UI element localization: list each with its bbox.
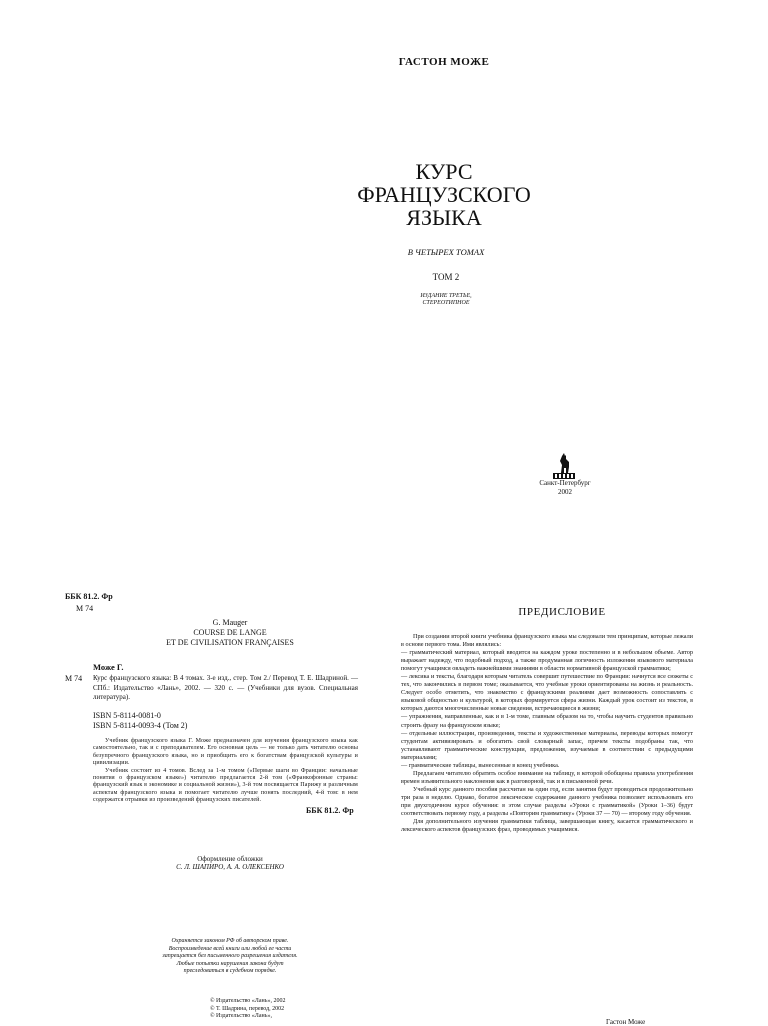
cover-design-credit: [110, 855, 350, 871]
french-original-title: [100, 618, 360, 648]
copyright-notice: [110, 938, 350, 976]
volume-number: ТОМ 2: [432, 272, 460, 282]
preface-signature: Гастон Може: [606, 1018, 646, 1026]
author-code: М 74: [76, 604, 94, 613]
title-line-1: КУРС: [415, 159, 473, 184]
catalog-card-author: Може Г.: [93, 662, 124, 672]
annotation-paragraph: Учебник французского языка Г. Може предназначен для изучения французского языка как самостоятельно, так и с преподавателем. Его основная цель — не только дать читателю основы безупречного французского языка, но и приобщить его к богатствам французской культуры и цивилизации.: [93, 738, 358, 767]
preface-paragraph: Учебный курс данного пособия рассчитан на один год, если занятия будут проводиться продолжительно три раза в неделю. Однако, богатое лексическое содержание данного учебника позволяет использовать его при двухгодичном курсе обучения: в этом случае разделы «Уроки с грамматикой» (Уроки 1–36) будут соответствовать первому году, а разделы «Повторим грамматику» (Уроки 37 — 70) — второму году обучения.: [401, 785, 693, 818]
preface-body: [401, 633, 693, 834]
publisher-logo-icon: [553, 453, 575, 479]
catalog-card-text: Курс французского языка: В 4 томах. 3-е изд., стер. Том 2./ Перевод Т. Е. Шадриной. — СПб.: Издательство «Лань», 2002. — 320 с. — (Учебники для вузов. Специальная литература).: [93, 674, 358, 701]
preface-paragraph: — грамматический материал, который вводится на каждом уроке постепенно и в небольшом объеме. Автор выражает надежду, что подобный подход, а также продуманная логичность изложения языкового материала помогут учащимся овладеть важнейшими знаниями в области нормативной французской грамматики;: [401, 649, 693, 673]
credit-line: © Издательство «Лань»,: [210, 1013, 272, 1019]
copyright-line: Воспроизведение всей книги или любой ее части: [168, 945, 292, 952]
copyright-line: Охраняется законом РФ об авторском праве.: [171, 938, 289, 944]
edition-note: [62, 293, 768, 307]
copyright-line: запрещается без письменного разрешения издателя.: [162, 953, 298, 960]
edition-line-2: СТЕРЕОТИПНОЕ: [422, 300, 470, 306]
title-line-2: ФРАНЦУЗСКОГО: [357, 182, 531, 207]
publisher-city: Санкт-Петербург: [539, 479, 591, 487]
publisher-year: 2002: [558, 488, 572, 496]
preface-paragraph: — отдельные иллюстрации, произведения, тексты и художественные материалы, переводы которых помогут студентам активизировать и обогатить свой словарный запас, причем тексты подобраны так, что устанавливают грамматические конструкции, предложения, изучаемые в соответствии с предыдущими материалами;: [401, 729, 693, 761]
book-title: [60, 160, 768, 229]
catalog-card-code: М 74: [65, 674, 83, 683]
preface-title: ПРЕДИСЛОВИЕ: [518, 606, 606, 618]
preface-paragraph: При создании второй книги учебника французского языка мы следовали тем принципам, которые лежали в основе первого тома. Ими являлись:: [401, 633, 693, 649]
isbn-set: ISBN 5-8114-0081-0: [93, 711, 161, 720]
preface-paragraph: Для дополнительного изучения грамматики таблица, завершающая книгу, касается грамматического и лексического аспектов французских фраз, проводимых учащимися.: [401, 818, 693, 834]
title-line-3: ЯЗЫКА: [406, 205, 482, 230]
credit-line: © Т. Шадрина, перевод, 2002: [210, 1005, 285, 1012]
book-annotation: [93, 738, 358, 805]
cover-design-names: С. Л. ШАПИРО, А. А. ОЛЕКСЕНКО: [176, 863, 284, 871]
preface-paragraph: — грамматические таблицы, вынесенные в конец учебника.: [401, 761, 560, 769]
book-author: ГАСТОН МОЖЕ: [398, 56, 490, 68]
french-author: G. Mauger: [212, 618, 248, 627]
copyright-line: Любые попытки нарушения закона будут: [176, 960, 284, 967]
bbk-code: ББК 81.2. Фр: [65, 592, 113, 601]
credit-line: © Издательство «Лань», 2002: [210, 998, 286, 1004]
preface-paragraph: — упражнения, направленные, как и в 1-м томе, главным образом на то, чтобы научить студентов правильно строить фразу на французском языке;: [401, 713, 693, 729]
isbn-volume: ISBN 5-8114-0093-4 (Том 2): [93, 721, 188, 730]
annotation-paragraph: Учебник состоит из 4 томов. Вслед за 1-м томом («Первые шаги во Франции: начальные понятия о французском языке») читателю предлагается 2-й том («Франкофонные страны: французский язык в экономике и социальной жизни»), 3-й том посвящается Парижу и различным аспектам французского языка и помогает читателю лучше понять последний, 4-й том: в нем содержатся отрывки из произведений французских писателей.: [93, 767, 358, 804]
copyright-line: преследоваться в судебном порядке.: [183, 968, 277, 975]
french-title-line-2: ET DE CIVILISATION FRANÇAISES: [166, 638, 294, 647]
preface-paragraph: Предлагаем читателю обратить особое внимание на таблицу, в которой обобщены правила употребления времен изъявительного наклонения как в разговорной, так и в письменной речи.: [401, 769, 693, 785]
french-title-line-1: COURSE DE LANGE: [193, 628, 267, 637]
preface-paragraph: — лексика и тексты, благодаря которым читатель совершит путешествие по Франции: начнутся все сюжеты с тех, что закончились в первом томе; оказывается, что учебные уроки ориентированы на жизнь и реальность. Следует особо отметить, что знакомство с французскими реалиями дает возможность сопоставлять с языковой общностью и культурой, в которых формируется сфера жизни. Каждый урок состоит из текстов, в которых даются многочисленные новые сведения, встречающиеся в жизни;: [401, 673, 693, 713]
book-subtitle: В ЧЕТЫРЕХ ТОМАХ: [407, 247, 485, 257]
copyright-credits: [210, 998, 370, 1021]
edition-line-1: ИЗДАНИЕ ТРЕТЬЕ,: [420, 293, 472, 299]
bbk-code-bottom: ББК 81.2. Фр: [306, 806, 354, 815]
cover-design-label: Оформление обложки: [197, 855, 263, 863]
